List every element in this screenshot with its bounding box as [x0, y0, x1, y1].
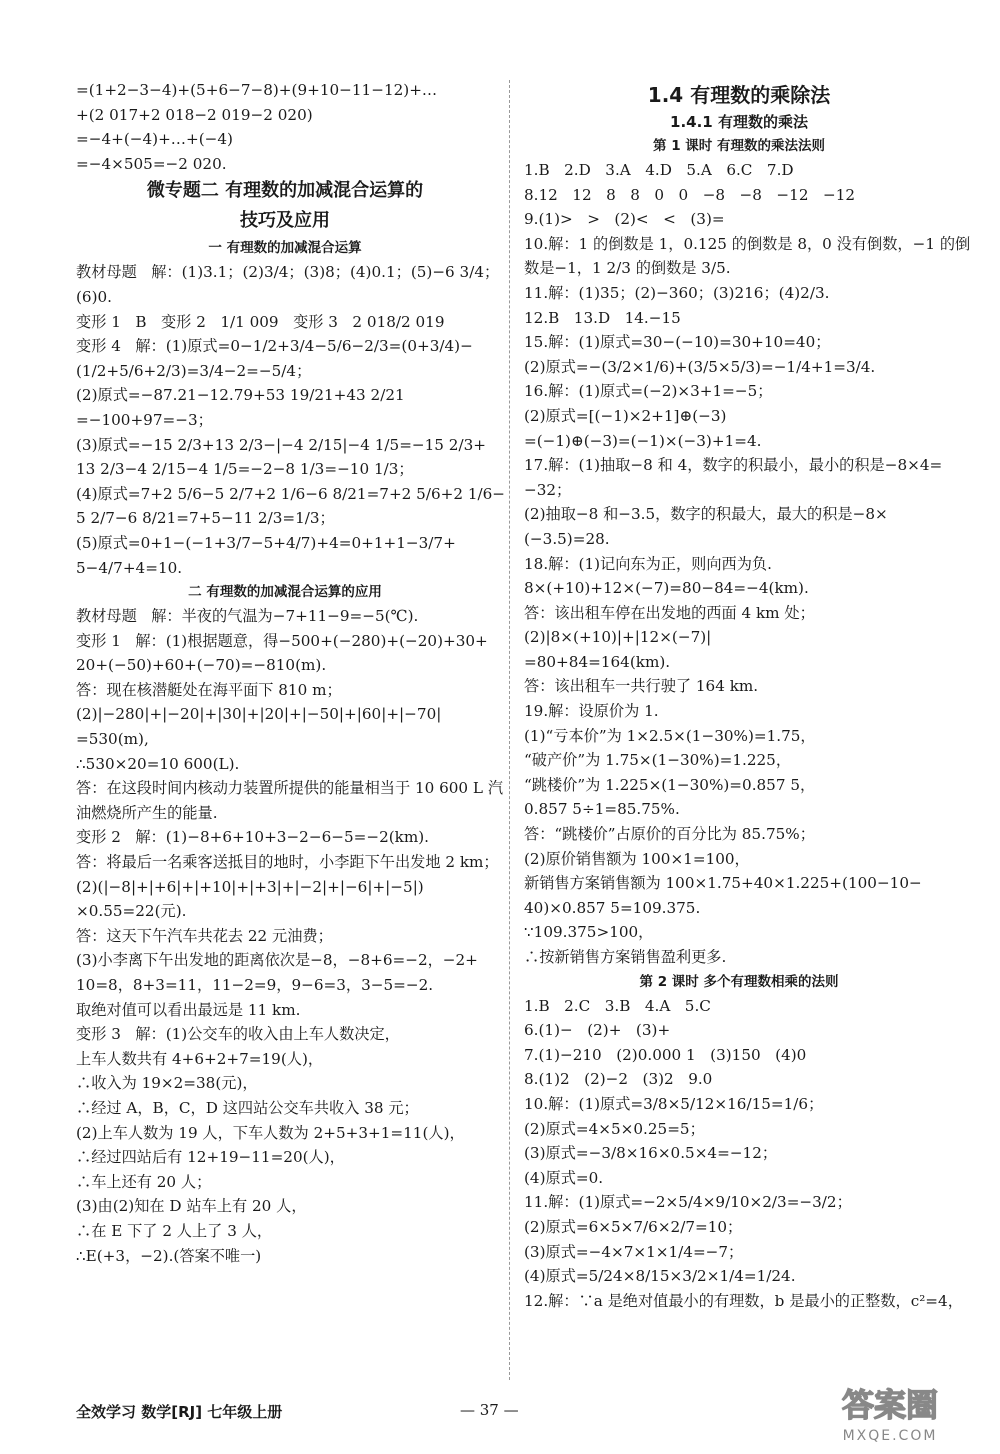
watermark-logo [800, 1380, 980, 1450]
text-line: 5 2/7−6 8/21=7+5−11 2/3=1/3； [76, 509, 335, 528]
footer-book-title: 全效学习 数学[RJ] 七年级上册 [76, 1403, 283, 1421]
text-line: 变形 4 解：(1)原式=0−1/2+3/4−5/6−2/3=(0+3/4)− [76, 337, 473, 356]
text-line: 上车人数共有 4+6+2+7=19(人)， [76, 1049, 324, 1068]
text-line: (3)原式=−15 2/3+13 2/3−|−4 2/15|−4 1/5=−15 2/3+ [76, 435, 486, 454]
left-mid-lines [76, 260, 506, 580]
text-line: 10=8，8+3=11，11−2=9，9−6=3，3−5=−2. [76, 976, 434, 994]
text-line: 12.解：∵a 是绝对值最小的有理数，b 是最小的正整数，c²=4， [524, 1291, 963, 1310]
section-heading: 二 有理数的加减混合运算的应用 [188, 584, 382, 601]
text-line: (5)原式=0+1−(−1+3/7−5+4/7)+4=0+1+1−3/7+ [76, 533, 456, 552]
column-divider [509, 80, 510, 1380]
text-line: 油燃烧所产生的能量. [76, 803, 218, 822]
text-line: 6.(1)− (2)+ (3)+ [524, 1021, 671, 1040]
text-line: 10.解：1 的倒数是 1，0.125 的倒数是 8，0 没有倒数，−1 的倒 [524, 234, 971, 253]
text-line: 变形 2 解：(1)−8+6+10+3−2−6−5=−2(km). [76, 828, 430, 847]
text-line: 0.857 5÷1=85.75%. [524, 800, 680, 819]
text-line: 18.解：(1)记向东为正，则向西为负. [524, 554, 772, 573]
text-line: +(2 017+2 018−2 019−2 020) [76, 105, 313, 124]
text-line: 变形 1 解：(1)根据题意，得−500+(−280)+(−20)+30+ [76, 631, 488, 650]
text-line: =(1+2−3−4)+(5+6−7−8)+(9+10−11−12)+… [76, 81, 438, 99]
text-line: 8×(+10)+12×(−7)=80−84=−4(km). [524, 579, 809, 598]
text-line: (3)原式=−3/8×16×0.5×4=−12； [524, 1144, 778, 1163]
text-line: 7.(1)−210 (2)0.000 1 (3)150 (4)0 [524, 1045, 807, 1064]
watermark-text: 答案圈 [841, 1386, 939, 1424]
text-line: 教材母题 解：(1)3.1；(2)3/4；(3)8；(4)0.1；(5)−6 3/4； [76, 263, 500, 282]
text-line: 5−4/7+4=10. [76, 558, 183, 577]
subsection-title: 1.4.1 有理数的乘法 [670, 113, 808, 131]
text-line: (3)由(2)知在 D 站车上有 20 人， [76, 1197, 307, 1216]
text-line: (2)原式=[(−1)×2+1]⊕(−3) [524, 406, 727, 425]
text-line: 答：现在核潜艇处在海平面下 810 m； [76, 680, 342, 699]
text-line: (4)原式=0. [524, 1168, 604, 1187]
text-line: (4)原式=7+2 5/6−5 2/7+2 1/6−6 8/21=7+2 5/6+2 1/6− [76, 484, 506, 503]
text-line: 数是−1，1 2/3 的倒数是 3/5. [524, 259, 731, 278]
topic-title: 微专题二 有理数的加减混合运算的 [146, 180, 424, 202]
text-line: =−4+(−4)+…+(−4) [76, 130, 233, 149]
text-line: “跳楼价”为 1.225×(1−30%)=0.857 5， [524, 775, 816, 794]
text-line: 答：该出租车停在出发地的西面 4 km 处； [524, 603, 815, 622]
text-line: 40)×0.857 5=109.375. [524, 898, 701, 917]
text-line: (2)原式=−(3/2×1/6)+(3/5×5/3)=−1/4+1=3/4. [524, 357, 876, 376]
text-line: 变形 3 解：(1)公交车的收入由上车人数决定， [76, 1025, 400, 1044]
text-line: (6)0. [76, 287, 113, 306]
text-line: 13 2/3−4 2/15−4 1/5=−2−8 1/3=−10 1/3； [76, 460, 414, 479]
text-line: ∵109.375>100， [524, 923, 654, 942]
text-line: 15.解：(1)原式=30−(−10)=30+10=40； [524, 333, 831, 352]
text-line: (2)原式=4×5×0.25=5； [524, 1119, 705, 1138]
lesson2-lines [524, 994, 963, 1314]
text-line: 教材母题 解：半夜的气温为−7+11−9=−5(℃). [76, 607, 419, 626]
left-column [76, 78, 506, 1268]
text-line: ∴按新销售方案销售盈利更多. [524, 948, 727, 966]
right-column [524, 78, 971, 1313]
text-line: (−3.5)=28. [524, 529, 610, 548]
watermark-url: MXQE.COM [842, 1428, 938, 1444]
text-line: ∴收入为 19×2=38(元)， [76, 1074, 258, 1093]
text-line: 取绝对值可以看出最远是 11 km. [76, 1000, 301, 1019]
lesson-title: 第 1 课时 有理数的乘法法则 [653, 138, 825, 154]
text-line: =530(m), [76, 730, 149, 749]
text-line: 1.B 2.C 3.B 4.A 5.C [524, 996, 711, 1015]
text-line: 16.解：(1)原式=(−2)×3+1=−5； [524, 382, 773, 401]
text-line: 8.12 12 8 8 0 0 −8 −8 −12 −12 [524, 185, 856, 204]
text-line: 新销售方案销售额为 100×1.75+40×1.225+(100−10− [524, 874, 922, 893]
text-line: (1/2+5/6+2/3)=3/4−2=−5/4； [76, 361, 312, 380]
lesson1-lines [524, 158, 971, 970]
text-line: (2)原式=6×5×7/6×2/7=10； [524, 1217, 743, 1236]
text-line: ×0.55=22(元). [76, 902, 187, 921]
text-line: 20+(−50)+60+(−70)=−810(m). [76, 656, 327, 675]
text-line: 12.B 13.D 14.−15 [524, 308, 681, 327]
text-line: =−4×505=−2 020. [76, 154, 227, 173]
left-top-lines [76, 78, 494, 176]
text-line: ∴530×20=10 600(L). [76, 754, 240, 773]
text-line: 变形 1 B 变形 2 1/1 009 变形 3 2 018/2 019 [76, 312, 445, 331]
text-line: (3)原式=−4×7×1×1/4=−7； [524, 1242, 744, 1261]
text-line: ∴E(+3，−2).(答案不唯一) [76, 1246, 262, 1265]
text-line: 答：该出租车一共行驶了 164 km. [524, 677, 759, 696]
text-line: 答：在这段时间内核动力装置所提供的能量相当于 10 600 L 汽 [76, 779, 504, 798]
text-line: (2)原式=−87.21−12.79+53 19/21+43 2/21 [76, 386, 405, 405]
text-line: ∴车上还有 20 人； [76, 1172, 212, 1191]
text-line: (1)“亏本价”为 1×2.5×(1−30%)=1.75， [524, 726, 816, 745]
left-bottom-lines [76, 604, 504, 1268]
text-line: (2)|−280|+|−20|+|30|+|20|+|−50|+|60|+|−70| [76, 705, 442, 724]
text-line: (2)上车人数为 19 人，下车人数为 2+5+3+1=11(人)， [76, 1123, 465, 1142]
text-line: 9.(1)> > (2)< < (3)= [524, 210, 725, 229]
text-line: 11.解：(1)35；(2)−360；(3)216；(4)2/3. [524, 283, 830, 302]
text-line: =(−1)⊕(−3)=(−1)×(−3)+1=4. [524, 431, 762, 450]
text-line: −32； [524, 480, 572, 499]
text-line: (4)原式=5/24×8/15×3/2×1/4=1/24. [524, 1267, 796, 1286]
page-number: — 37 — [460, 1401, 519, 1419]
section-heading: 一 有理数的加减混合运算 [208, 240, 362, 257]
topic-title-line2: 技巧及应用 [240, 210, 330, 232]
text-line: “破产价”为 1.75×(1−30%)=1.225， [524, 751, 792, 770]
text-line: (2)原价销售额为 100×1=100， [524, 849, 750, 868]
text-line: =80+84=164(km). [524, 652, 671, 671]
text-line: 答：“跳楼价”占原价的百分比为 85.75%； [524, 825, 815, 844]
text-line: ∴在 E 下了 2 人上了 3 人， [76, 1221, 273, 1240]
text-line: 1.B 2.D 3.A 4.D 5.A 6.C 7.D [524, 161, 794, 179]
text-line: 11.解：(1)原式=−2×5/4×9/10×2/3=−3/2； [524, 1193, 852, 1212]
text-line: (3)小李离下午出发地的距离依次是−8，−8+6=−2，−2+ [76, 951, 478, 970]
text-line: 答：将最后一名乘客送抵目的地时，小李距下午出发地 2 km； [76, 853, 499, 872]
text-line: (2)|8×(+10)|+|12×(−7)| [524, 628, 712, 647]
text-line: =−100+97=−3； [76, 410, 213, 429]
lesson-title: 第 2 课时 多个有理数相乘的法则 [639, 973, 839, 990]
text-line: 17.解：(1)抽取−8 和 4，数字的积最小，最小的积是−8×4= [524, 456, 943, 475]
text-line: ∴经过四站后有 12+19−11=20(人)， [76, 1148, 345, 1167]
text-line: 答：这天下午汽车共花去 22 元油费； [76, 926, 333, 945]
text-line: ∴经过 A，B，C，D 这四站公交车共收入 38 元； [76, 1098, 419, 1117]
text-line: 19.解：设原价为 1. [524, 702, 659, 721]
text-line: (2)抽取−8 和−3.5，数字的积最大，最大的积是−8× [524, 505, 888, 524]
text-line: (2)(|−8|+|+6|+|+10|+|+3|+|−2|+|−6|+|−5|) [76, 877, 424, 896]
text-line: 8.(1)2 (2)−2 (3)2 9.0 [524, 1070, 713, 1089]
text-line: 10.解：(1)原式=3/8×5/12×16/15=1/6； [524, 1094, 824, 1113]
section-title: 1.4 有理数的乘除法 [647, 83, 831, 107]
